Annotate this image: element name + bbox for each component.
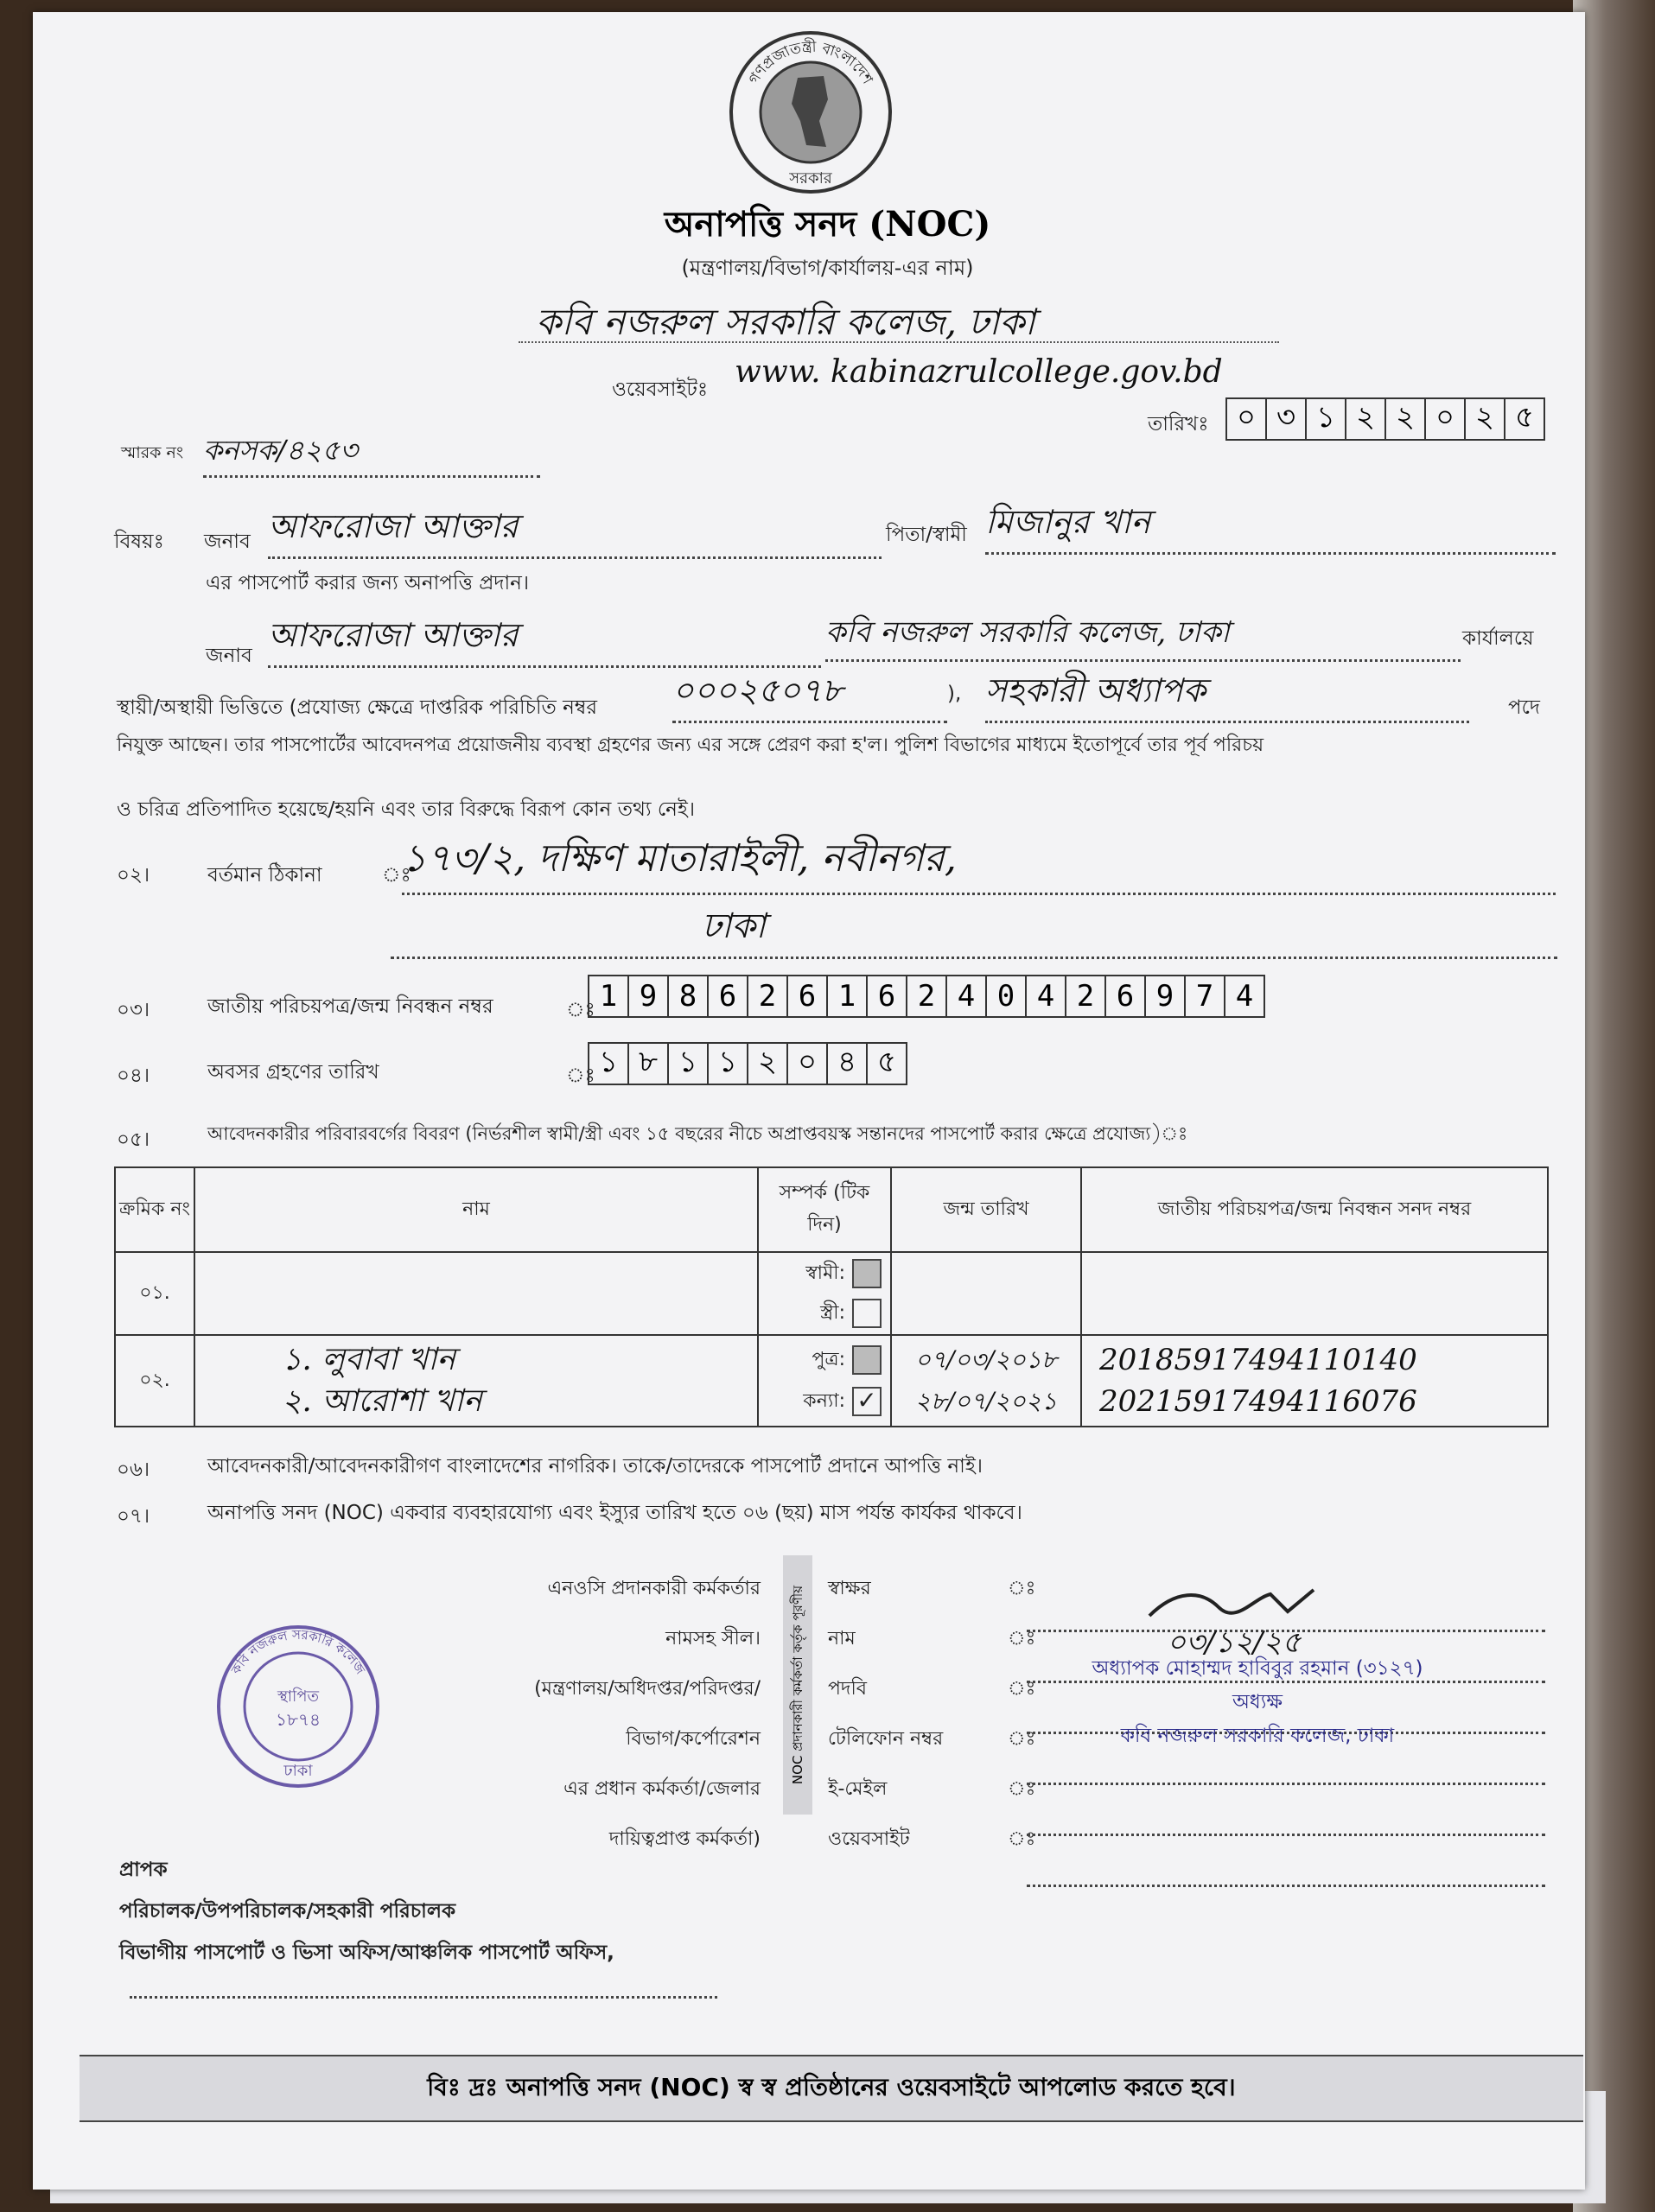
nid-digit: 6	[709, 976, 748, 1016]
seal-year: ১৮৭৪	[276, 1709, 321, 1730]
nid-digit: 1	[589, 976, 629, 1016]
row2-serial: ০২.	[115, 1335, 194, 1427]
date-digit: ১	[1307, 399, 1346, 439]
website-value: www. kabinazrulcollege.gov.bd	[735, 354, 1223, 390]
retire-digit: ১	[669, 1044, 709, 1084]
sig-left-line: এনওসি প্রদানকারী কর্মকর্তার	[547, 1578, 761, 1599]
retire-digit: ৪	[828, 1044, 868, 1084]
nid-digit: 4	[1027, 976, 1066, 1016]
nid-digit: 6	[788, 976, 828, 1016]
father-name: মিজানুর খান	[985, 497, 1556, 555]
website-label: ওয়েবসাইটঃ	[612, 378, 709, 401]
nid-digit: 7	[1186, 976, 1225, 1016]
sig-left-line: নামসহ সীল।	[665, 1628, 761, 1649]
item-02-label: বর্তমান ঠিকানা	[207, 864, 322, 887]
row1-relation	[758, 1252, 891, 1335]
body-name: আফরোজা আক্তার	[268, 610, 821, 668]
seal-bottom: ঢাকা	[283, 1762, 313, 1780]
sig-field-designation: পদবি	[828, 1678, 868, 1700]
rel-daughter-label: কন্যা:	[803, 1390, 845, 1412]
office-name: কবি নজরুল সরকারি কলেজ, ঢাকা	[536, 301, 1035, 343]
item-02-colon: ঃ	[382, 864, 411, 887]
nid-digit: 0	[987, 976, 1027, 1016]
item-05-number: ০৫।	[117, 1128, 150, 1151]
office-name-underline	[519, 341, 1279, 343]
rel-son-label: পুত্র:	[812, 1349, 845, 1370]
stamp-name: অধ্যাপক মোহাম্মদ হাবিবুর রহমান (৩১২৭)	[1092, 1657, 1423, 1680]
date-digit: ২	[1466, 399, 1505, 439]
item-06-number: ০৬।	[117, 1459, 150, 1481]
nid-digit: 6	[868, 976, 907, 1016]
nid-digit: 6	[1106, 976, 1146, 1016]
retire-digit: ৮	[629, 1044, 669, 1084]
row1-serial: ০১.	[115, 1252, 194, 1335]
header-serial: ক্রমিক নং	[115, 1167, 194, 1252]
item-05-label: আবেদনকারীর পরিবারবর্গের বিবরণ (নির্ভরশীল স্বামী/স্ত্রী এবং ১৫ বছরের নীচে অপ্রাপ্তবয়স্ক সন্তানদের পাসপোর্ট করার ক্ষেত্রে প্রযোজ্য)ঃ	[207, 1123, 1188, 1144]
item-04-colon: ঃ	[566, 1065, 595, 1087]
retire-boxes	[588, 1042, 907, 1085]
nid-digit: 9	[629, 976, 669, 1016]
photo-background-edge	[1573, 0, 1655, 2212]
recipient-line: প্রাপক	[119, 1859, 168, 1881]
recipient-block	[119, 1849, 614, 1974]
footer-note: বিঃ দ্রঃ অনাপত্তি সনদ (NOC) স্ব স্ব প্রতিষ্ঠানের ওয়েবসাইটে আপলোড করতে হবে।	[80, 2055, 1583, 2122]
date-digit: ৩	[1267, 399, 1307, 439]
table-header-row	[115, 1167, 1548, 1252]
sig-left-line: (মন্ত্রণালয়/অধিদপ্তর/পরিদপ্তর/	[534, 1678, 761, 1700]
pode-label: পদে	[1508, 696, 1540, 719]
sig-field-website: ওয়েবসাইট	[828, 1828, 910, 1850]
retire-digit: ২	[748, 1044, 788, 1084]
date-digit: ৫	[1514, 399, 1535, 435]
stamp-office: কবি নজরুল সরকারি কলেজ, ঢাকা	[1120, 1725, 1395, 1747]
item-02-number: ০২।	[117, 864, 150, 887]
round-seal	[212, 1620, 385, 1793]
date-digit: ২	[1386, 399, 1426, 439]
item-04-label: অবসর গ্রহণের তারিখ	[207, 1061, 379, 1084]
nid-digit: 2	[907, 976, 947, 1016]
sig-left-line: দায়িত্বপ্রাপ্ত কর্মকর্তা)	[608, 1828, 761, 1850]
subject-label: বিষয়ঃ	[114, 531, 164, 553]
row2-dobs	[891, 1335, 1081, 1427]
id-number: ০০০২৫০৭৮	[672, 665, 947, 723]
sig-left-line: বিভাগ/কর্পোরেশন	[626, 1728, 761, 1750]
seal-mid: স্থাপিত	[277, 1688, 320, 1706]
nid-digit: 8	[669, 976, 709, 1016]
child-name-2: ২. আরোশা খান	[282, 1383, 482, 1419]
header-dob: জন্ম তারিখ	[891, 1167, 1081, 1252]
emblem-ring-bottom: সরকার	[789, 169, 832, 188]
nid-digit: 4	[947, 976, 987, 1016]
subject-line2: এর পাসপোর্ট করার জন্য অনাপত্তি প্রদান।	[206, 572, 530, 594]
recipient-line: বিভাগীয় পাসপোর্ট ও ভিসা অফিস/আঞ্চলিক পাসপোর্ট অফিস,	[119, 1942, 614, 1964]
retire-digit: ৫	[876, 1044, 897, 1079]
family-table	[114, 1166, 1549, 1427]
body-janab: জনাব	[206, 645, 252, 667]
date-boxes	[1225, 397, 1545, 441]
table-row	[115, 1335, 1548, 1427]
row2-nids	[1081, 1335, 1548, 1427]
rel-husband-label: স্বামী:	[805, 1262, 845, 1284]
daughter-checkbox[interactable]: ✓	[852, 1387, 882, 1416]
paren-close: ),	[947, 683, 962, 705]
designation: সহকারী অধ্যাপক	[985, 665, 1469, 723]
son-checkbox[interactable]	[852, 1345, 882, 1375]
recipient-dotted-line	[130, 1996, 717, 1999]
nid-boxes	[588, 975, 1265, 1018]
sig-field-phone: টেলিফোন নম্বর	[828, 1728, 944, 1750]
sig-left-line: এর প্রধান কর্মকর্তা/জেলার	[563, 1778, 761, 1800]
document-title: অনাপত্তি সনদ (NOC)	[664, 204, 991, 245]
subject-janab: জনাব	[204, 531, 251, 553]
sig-field-signature: স্বাক্ষর	[828, 1578, 871, 1599]
name-stamp	[1076, 1652, 1439, 1753]
row1-nid	[1081, 1252, 1548, 1335]
child-nid-1: 20185917494110140	[1099, 1343, 1417, 1377]
row1-dob	[891, 1252, 1081, 1335]
office-suffix: কার্যালয়ে	[1462, 627, 1534, 650]
item-07-number: ০৭।	[117, 1505, 150, 1528]
emblem-ring-top: গণপ্রজাতন্ত্রী বাংলাদেশ	[745, 38, 876, 87]
nid-digit: 2	[748, 976, 788, 1016]
row2-relation	[758, 1335, 891, 1427]
subject-name: আফরোজা আক্তার	[268, 501, 882, 559]
sig-field-email: ই-মেইল	[828, 1778, 888, 1800]
paragraph-2: নিযুক্ত আছেন। তার পাসপোর্টের আবেদনপত্র প্রয়োজনীয় ব্যবস্থা গ্রহণের জন্য এর সঙ্গে প্রেরণ করা হ'ল। পুলিশ বিভাগের মাধ্যমে ইতোপূর্বে তার পূর্ব পরিচয়	[117, 734, 1264, 756]
retire-digit: ১	[709, 1044, 748, 1084]
child-dob-1: ০৭/০৩/২০১৮	[914, 1345, 1058, 1374]
memo-label: স্মারক নং	[121, 443, 184, 462]
retire-digit: ১	[589, 1044, 629, 1084]
father-label: পিতা/স্বামী	[886, 524, 967, 546]
memo-value: কনসক/৪২৫৩	[203, 429, 540, 478]
header-relation: সম্পর্ক (টিক দিন)	[758, 1167, 891, 1252]
rel-wife-label: স্ত্রী:	[820, 1302, 845, 1324]
table-row	[115, 1252, 1548, 1335]
husband-checkbox[interactable]	[852, 1259, 882, 1288]
sig-vertical-band	[783, 1555, 812, 1815]
sig-vertical-text: NOC প্রদানকারী কর্মকর্তা কর্তৃক পূরণীয়	[790, 1585, 805, 1785]
date-digit: ০	[1227, 399, 1267, 439]
paragraph-3: ও চরিত্র প্রতিপাদিত হয়েছে/হয়নি এবং তার বিরুদ্ধে বিরূপ কোন তথ্য নেই।	[117, 798, 696, 821]
item-03-number: ০৩।	[117, 999, 150, 1021]
wife-checkbox[interactable]	[852, 1299, 882, 1328]
nid-digit: 1	[828, 976, 868, 1016]
address-line-2: ঢাকা	[391, 899, 1557, 959]
retire-digit: ০	[788, 1044, 828, 1084]
item-03-colon: ঃ	[566, 999, 595, 1021]
sig-colons: ঃ ঃ ঃ ঃ ঃ ঃ	[1008, 1578, 1036, 1850]
sig-fields	[828, 1564, 943, 1865]
recipient-line: পরিচালক/উপপরিচালক/সহকারী পরিচালক	[119, 1900, 456, 1923]
date-digit: ০	[1426, 399, 1466, 439]
header-name: নাম	[194, 1167, 758, 1252]
address-line-1: ১৭৩/২, দক্ষিণ মাতারাইলী, নবীনগর,	[402, 830, 1556, 895]
child-dob-2: ২৮/০৭/২০২১	[914, 1387, 1058, 1415]
header-nid: জাতীয় পরিচয়পত্র/জন্ম নিবন্ধন সনদ নম্বর	[1081, 1167, 1548, 1252]
item-04-number: ০৪।	[117, 1065, 150, 1087]
body-office: কবি নজরুল সরকারি কলেজ, ঢাকা	[825, 610, 1461, 662]
stamp-title: অধ্যক্ষ	[1232, 1691, 1283, 1713]
child-nid-2: 20215917494116076	[1099, 1384, 1417, 1419]
item-03-label: জাতীয় পরিচয়পত্র/জন্ম নিবন্ধন নম্বর	[207, 995, 493, 1018]
seal-top-text: কবি নজরুল সরকারি কলেজ	[227, 1626, 369, 1677]
perm-line: স্থায়ী/অস্থায়ী ভিত্তিতে (প্রযোজ্য ক্ষেত্রে দাপ্তরিক পরিচিতি নম্বর	[117, 696, 598, 719]
child-name-1: ১. লুবাবা খান	[282, 1342, 456, 1377]
sig-field-name: নাম	[828, 1628, 856, 1649]
nid-digit: 4	[1235, 979, 1254, 1014]
nid-digit: 9	[1146, 976, 1186, 1016]
sig-left-block	[432, 1564, 761, 1865]
document-subtitle: (মন্ত্রণালয়/বিভাগ/কার্যালয়-এর নাম)	[681, 256, 974, 280]
signature-date: ০৩/১২/২৫	[1167, 1625, 1302, 1660]
date-digit: ২	[1346, 399, 1386, 439]
row1-name	[194, 1252, 758, 1335]
item-07-text: অনাপত্তি সনদ (NOC) একবার ব্যবহারযোগ্য এবং ইস্যুর তারিখ হতে ০৬ (ছয়) মাস পর্যন্ত কার্যকর থাকবে।	[207, 1502, 1022, 1524]
row2-names	[194, 1335, 758, 1427]
government-emblem	[724, 26, 897, 199]
nid-digit: 2	[1066, 976, 1106, 1016]
date-label: তারিখঃ	[1148, 413, 1209, 435]
item-06-text: আবেদনকারী/আবেদনকারীগণ বাংলাদেশের নাগরিক। তাকে/তাদেরকে পাসপোর্ট প্রদানে আপত্তি নাই।	[207, 1455, 983, 1478]
